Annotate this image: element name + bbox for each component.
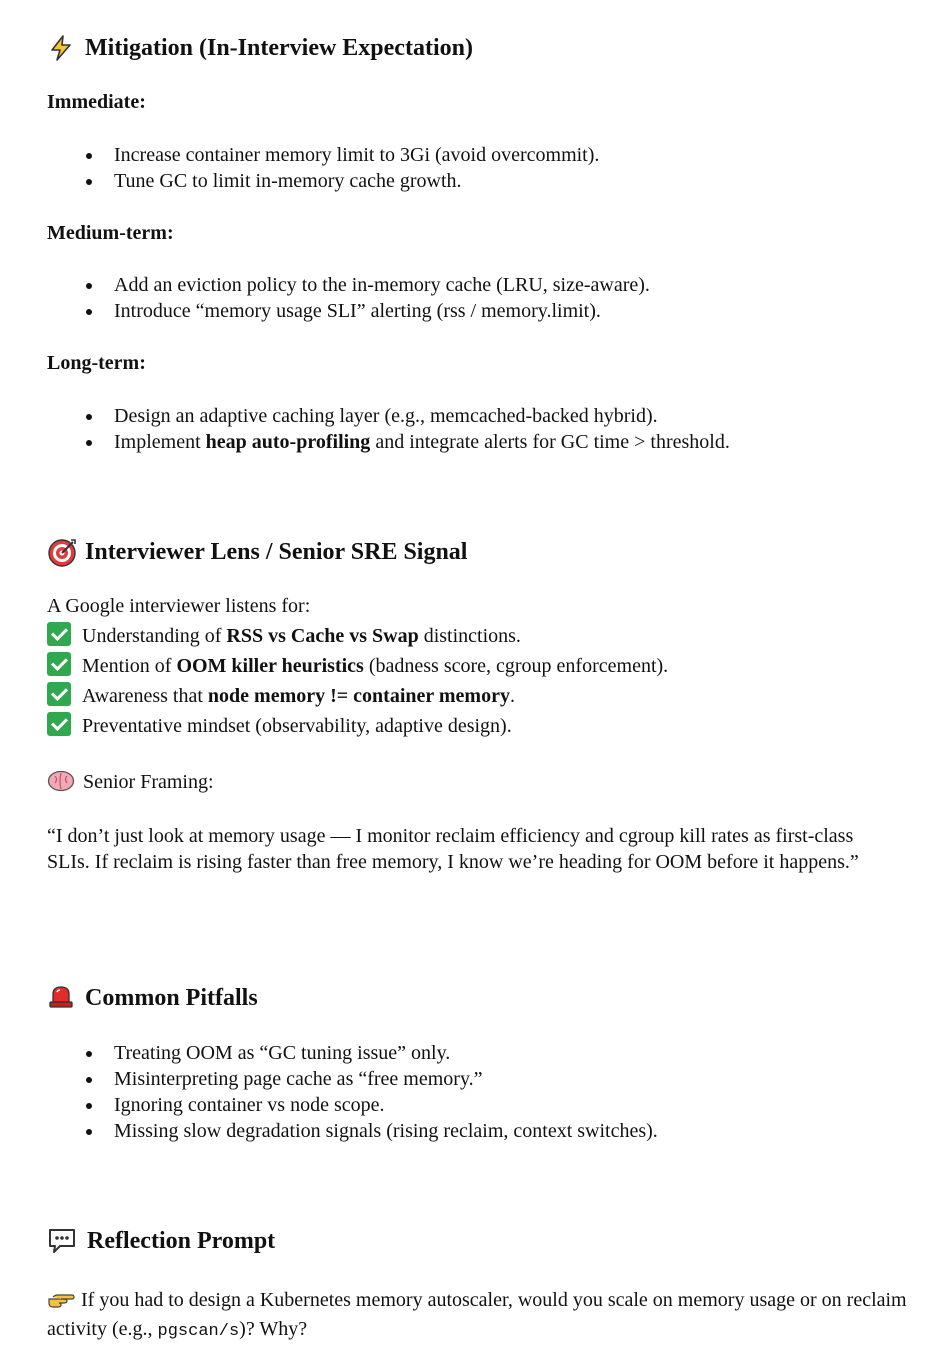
list-item: Misinterpreting page cache as “free memory.”	[47, 1066, 658, 1092]
checklist-item	[47, 711, 512, 741]
mitigation-heading	[47, 34, 473, 62]
bold-text: OOM killer heuristics	[176, 655, 364, 677]
text: Mention of	[82, 655, 177, 677]
mitigation-title: Mitigation (In-Interview Expectation)	[85, 35, 473, 61]
long-term-list	[47, 403, 730, 455]
text: and integrate alerts for GC time > threshold.	[370, 431, 730, 453]
checkmark-icon	[47, 682, 71, 706]
medium-term-label: Medium-term:	[47, 222, 174, 244]
text: (badness score, cgroup enforcement).	[363, 655, 669, 677]
checkmark-icon	[47, 712, 71, 736]
list-item: Missing slow degradation signals (rising reclaim, context switches).	[47, 1118, 658, 1144]
text: Implement	[114, 431, 206, 453]
list-item: Introduce “memory usage SLI” alerting (rss / memory.limit).	[47, 298, 650, 324]
list-item: Increase container memory limit to 3Gi (avoid overcommit).	[47, 142, 599, 168]
bold-text: heap auto-profiling	[205, 431, 371, 453]
pitfalls-heading	[47, 984, 258, 1012]
checklist-item	[47, 651, 668, 681]
speech-bubble-icon	[47, 1227, 77, 1255]
checkmark-icon	[47, 652, 71, 676]
target-icon	[47, 538, 75, 566]
text: .	[509, 685, 515, 707]
senior-framing	[47, 767, 214, 801]
bold-text: RSS vs Cache vs Swap	[226, 625, 419, 647]
list-item: Add an eviction policy to the in-memory cache (LRU, size-aware).	[47, 272, 650, 298]
medium-term-list	[47, 272, 650, 324]
checklist-item	[47, 621, 521, 651]
checklist-item	[47, 681, 515, 711]
text: )? Why?	[239, 1318, 308, 1340]
long-term-label: Long-term:	[47, 352, 146, 374]
code-text: pgscan/s	[157, 1322, 240, 1341]
pointing-hand-icon	[47, 1290, 75, 1316]
pitfalls-list	[47, 1040, 658, 1144]
lightning-icon	[47, 34, 75, 62]
brain-icon	[47, 770, 75, 801]
framing-label: Senior Framing:	[83, 771, 214, 793]
list-item: Ignoring container vs node scope.	[47, 1092, 658, 1118]
text: Awareness that	[82, 685, 208, 707]
text: Preventative mindset (observability, adaptive design).	[82, 715, 512, 737]
immediate-list	[47, 142, 599, 194]
checkmark-icon	[47, 622, 71, 646]
list-item: Treating OOM as “GC tuning issue” only.	[47, 1040, 658, 1066]
bold-text: node memory != container memory	[207, 685, 510, 707]
siren-icon	[47, 984, 75, 1012]
lens-heading	[47, 538, 467, 566]
text: If you had to design a Kubernetes memory autoscaler, would you scale on memory usage or on reclaim activity (e.g.,	[47, 1289, 907, 1340]
immediate-label: Immediate:	[47, 91, 146, 113]
text: distinctions.	[418, 625, 521, 647]
lens-intro: A Google interviewer listens for:	[47, 595, 311, 617]
pitfalls-title: Common Pitfalls	[85, 985, 258, 1011]
reflection-heading	[47, 1227, 275, 1255]
framing-quote: “I don’t just look at memory usage — I monitor reclaim efficiency and cgroup kill rates as first-class SLIs. If reclaim is rising faster than free memory, I know we’re heading for OOM before it happens.”	[47, 825, 859, 873]
list-item	[47, 429, 730, 455]
text: Understanding of	[82, 625, 227, 647]
reflection-title: Reflection Prompt	[87, 1228, 276, 1254]
list-item: Design an adaptive caching layer (e.g., memcached-backed hybrid).	[47, 403, 730, 429]
reflection-text	[47, 1287, 907, 1345]
lens-title: Interviewer Lens / Senior SRE Signal	[85, 539, 468, 565]
list-item: Tune GC to limit in-memory cache growth.	[47, 168, 599, 194]
